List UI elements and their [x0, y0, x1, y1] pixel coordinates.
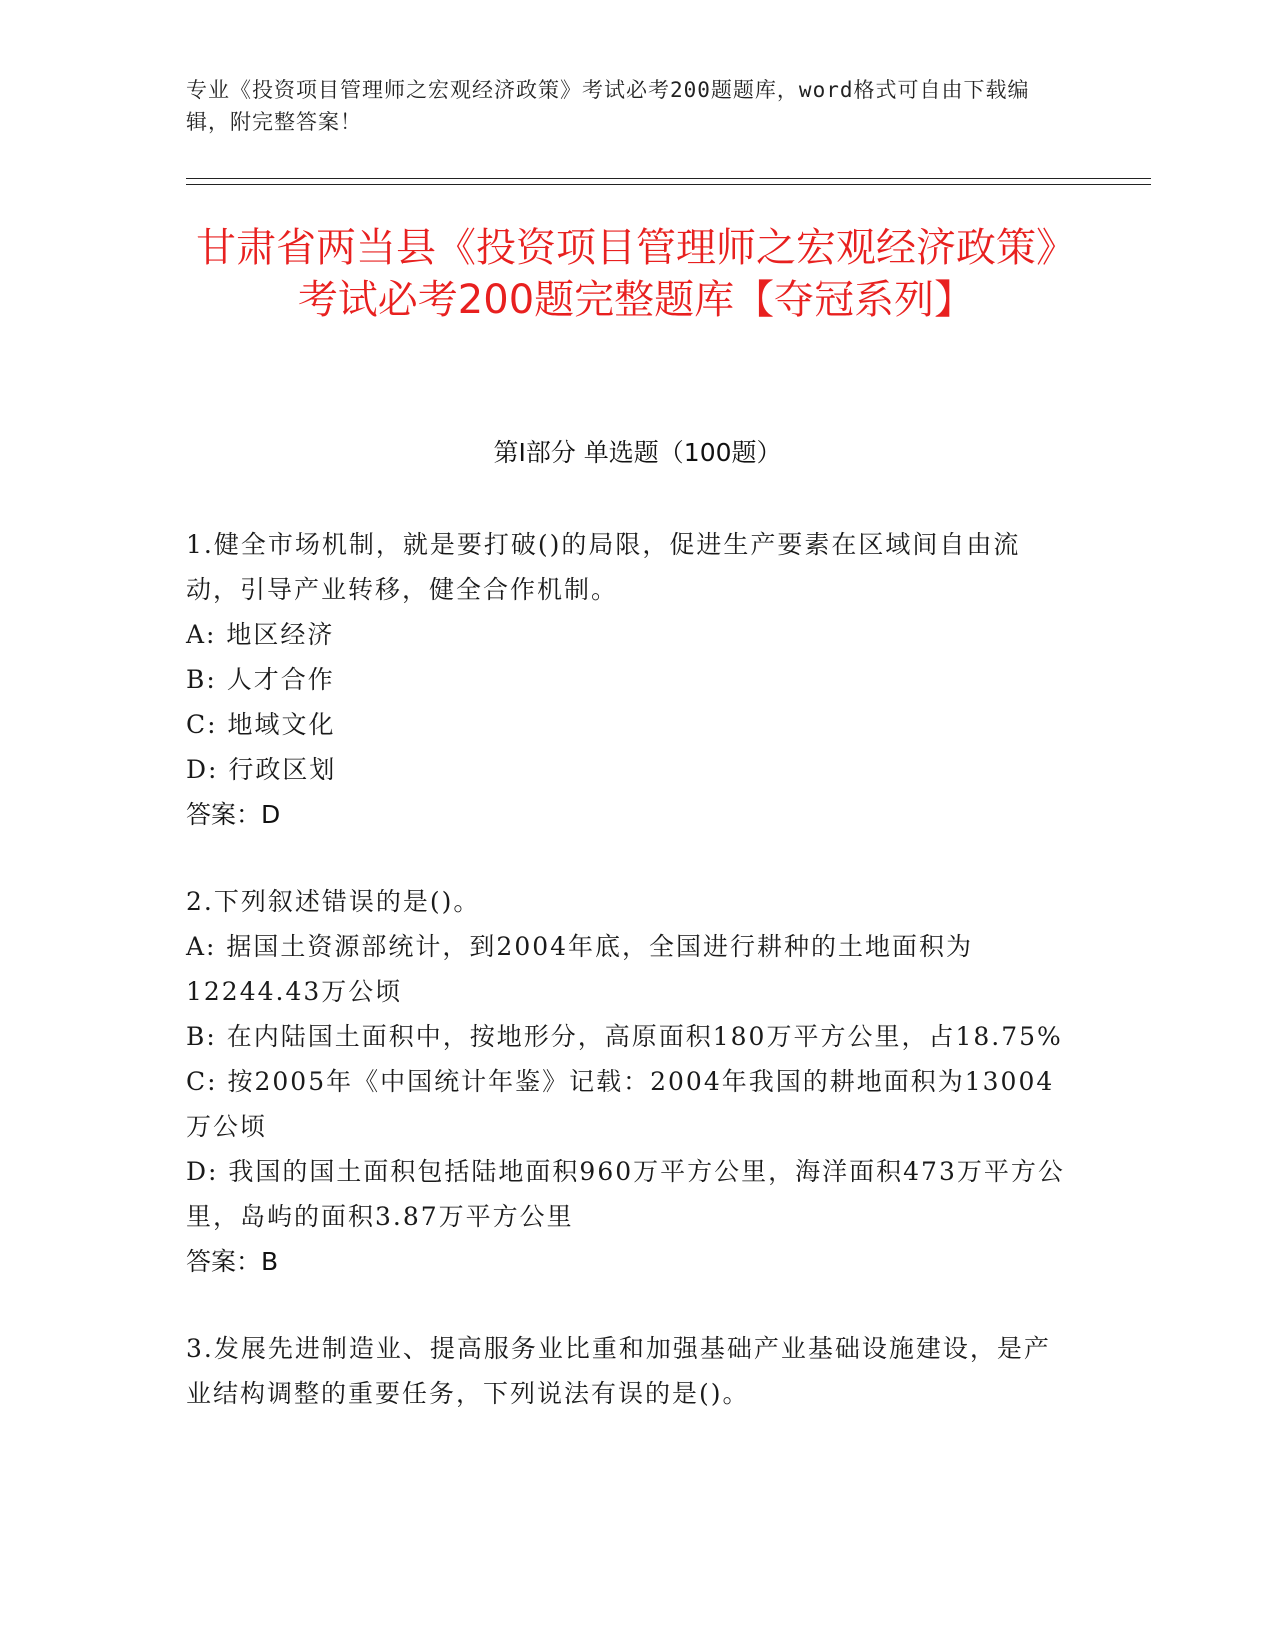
header-divider-bottom	[186, 184, 1151, 185]
option-a: A: 据国土资源部统计，到2004年底，全国进行耕种的土地面积为12244.43万公顷	[186, 932, 974, 1006]
question-stem: 3.发展先进制造业、提高服务业比重和加强基础产业基础设施建设，是产业结构调整的重要任务，下列说法有误的是()。	[186, 1334, 1051, 1408]
answer: 答案：D	[186, 800, 281, 829]
header-divider-top	[186, 178, 1151, 179]
option-d: D: 行政区划	[186, 755, 337, 784]
header-note: 专业《投资项目管理师之宏观经济政策》考试必考200题题库，word格式可自由下载编辑，附完整答案！	[186, 78, 1030, 134]
document-title: 甘肃省两当县《投资项目管理师之宏观经济政策》考试必考200题完整题库【夺冠系列】	[196, 225, 1076, 323]
question-1	[186, 522, 1066, 837]
option-a: A: 地区经济	[186, 620, 335, 649]
section-title: 第Ⅰ部分 单选题（100题）	[493, 438, 782, 467]
option-c: C: 地域文化	[186, 710, 336, 739]
question-2	[186, 879, 1066, 1284]
question-stem: 2.下列叙述错误的是()。	[186, 887, 481, 916]
question-list	[186, 522, 1066, 1458]
option-b: B: 在内陆国土面积中，按地形分，高原面积180万平方公里，占18.75%	[186, 1022, 1063, 1051]
option-c: C: 按2005年《中国统计年鉴》记载：2004年我国的耕地面积为13004万公顷	[186, 1067, 1055, 1141]
option-b: B: 人才合作	[186, 665, 335, 694]
question-3	[186, 1326, 1066, 1416]
option-d: D: 我国的国土面积包括陆地面积960万平方公里，海洋面积473万平方公里，岛屿的面积3.87万平方公里	[186, 1157, 1065, 1231]
question-stem: 1.健全市场机制，就是要打破()的局限，促进生产要素在区域间自由流动，引导产业转移，健全合作机制。	[186, 530, 1021, 604]
answer: 答案：B	[186, 1247, 279, 1276]
